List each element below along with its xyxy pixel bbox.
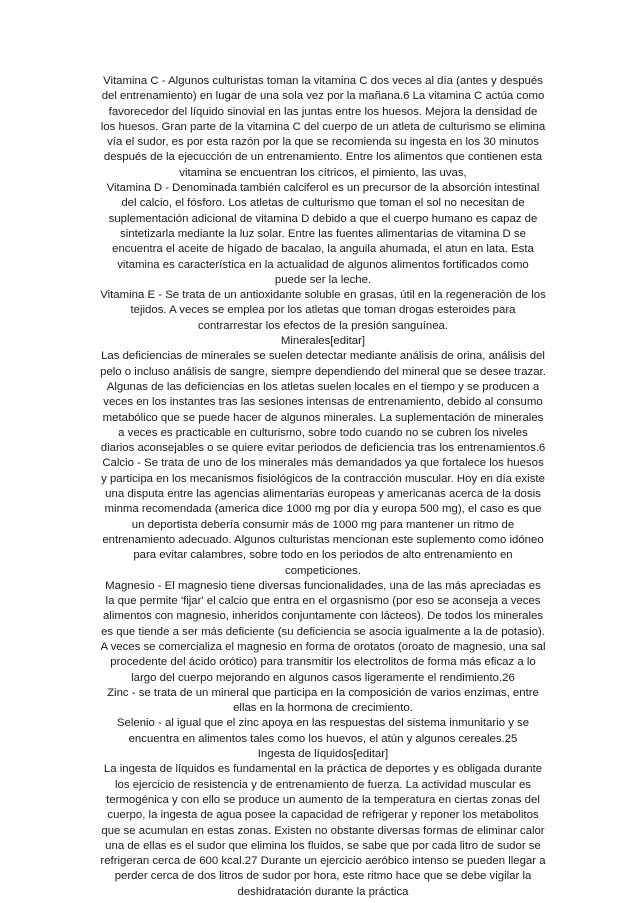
paragraph-calcio: Calcio - Se trata de uno de los minerales más demandados ya que fortalece los huesos y participa en los mecanismos fisiológicos de la contracción muscular. Hoy en día existe una disputa entre las agencias alimentarias europeas y americanas acerca de la dosis minma recomendada (america dice 1000 mg por día y europa 500 mg), el caso es que un deportista debería consumir más de 1000 mg para mantener un ritmo de entrenamiento adecuado. Algunos culturistas mencionan este suplemento como idóneo para evitar calambres, sobre todo en los periodos de alto entrenamiento en competiciones. <box>101 457 545 577</box>
paragraph-ingesta-liquidos: La ingesta de líquidos es fundamental en la práctica de deportes y es obligada durante los ejercicio de resistencia y de entrenamiento de fuerza. La actividad muscular es termogénica y con ello se produce un aumento de la temperatura en ciertas zonas del cuerpo, la ingesta de agua posee la capacidad de refrigerar y reponer los metabolitos que se acumulan en estas zonas. Existen no obstante diversas formas de eliminar calor una de ellas es el sudor que elimina los fluidos, se sabe que por cada litro de sudor se refrigeran cerca de 600 kcal.27 Durante un ejercicio aeróbico intenso se pueden llegar a perder cerca de dos litros de sudor por hora, este ritmo hace que se debe vigilar la deshidratación durante la práctica <box>100 763 546 898</box>
document-page <box>100 74 546 900</box>
paragraph-vitamina-e: Vitamina E - Se trata de un antioxidante soluble en grasas, útil en la regeneración de los tejidos. A veces se emplea por los atletas que toman drogas esteroides para contrarrestar los efectos de la presión sanguínea. <box>100 289 546 332</box>
paragraph-magnesio: Magnesio - El magnesio tiene diversas funcionalidades, una de las más apreciadas es la que permite 'fijar' el calcio que entra en el orgasnismo (por eso se aconseja a veces alimentos con magnesio, inheridos conjuntamente con lácteos). De todos los minerales es que tiende a ser más deficiente (su deficiencia se asocia igualmente a la de potasio). A veces se comercializa el magnesio en forma de orotatos (oroato de magnesio, una sal procedente del ácido orótico) para transmitir los electrolitos de forma más eficaz a lo largo del cuerpo mejorando en algunos casos ligeramente el rendimiento.26 <box>100 579 546 684</box>
paragraph-vitamina-c: Vitamina C - Algunos culturistas toman la vitamina C dos veces al día (antes y después del entrenamiento) en lugar de una sola vez por la mañana.6 La vitamina C actúa como favorecedor del líquido sinovial en las juntas entre los huesos. Mejora la densidad de los huesos. Gran parte de la vitamina C del cuerpo de un atleta de culturismo se elimina vía el sudor, es por esta razón por la que se recomienda su ingesta en los 30 minutos después de la ejecucción de un entrenamiento. Entre los alimentos que contienen esta vitamina se encuentran los cítricos, el pimiento, las uvas, <box>100 75 546 179</box>
paragraph-selenio: Selenio - al igual que el zinc apoya en las respuestas del sistema inmunitario y se encuentra en alimentos tales como los huevos, el atún y algunos cereales.25 <box>116 717 530 745</box>
paragraph-vitamina-d: Vitamina D - Denominada también calciferol es un precursor de la absorción intestinal del calcio, el fósforo. Los atletas de culturismo que toman el sol no necesitan de suplementación adicional de vitamina D debido a que el cuerpo humano es capaz de sintetizarla mediante la luz solar. Entre las fuentes alimentarias de vitamina D se encuentra el aceite de hígado de bacalao, la anguila ahumada, el atun en lata. Esta vitamina es característica en la actualidad de algunos alimentos fortificados como puede ser la leche. <box>106 182 540 286</box>
paragraph-zinc: Zinc - se trata de un mineral que participa en la composición de varios enzimas, entre ellas en la hormona de crecimiento. <box>107 686 539 715</box>
section-heading-ingesta-liquidos: Ingesta de líquidos[editar] <box>257 748 389 761</box>
section-heading-minerales: Minerales[editar] <box>280 335 366 348</box>
paragraph-minerales-intro: Las deficiencias de minerales se suelen detectar mediante análisis de orina, análisis del pelo o incluso análisis de sangre, siempre dependiendo del mineral que se desee trazar. Algunas de las deficiencias en los atletas suelen locales en el tiempo y se producen a veces en los instantes tras las sesiones intensas de entrenamiento, debido al consumo metabólico que se puede hacer de algunos minerales. La suplementación de minerales a veces es practicable en culturismo, sobre todo cuando no se cubren los niveles diarios aconsejables o se quiere evitar periodos de deficiencia tras los entrenamientos.6 <box>100 350 546 455</box>
